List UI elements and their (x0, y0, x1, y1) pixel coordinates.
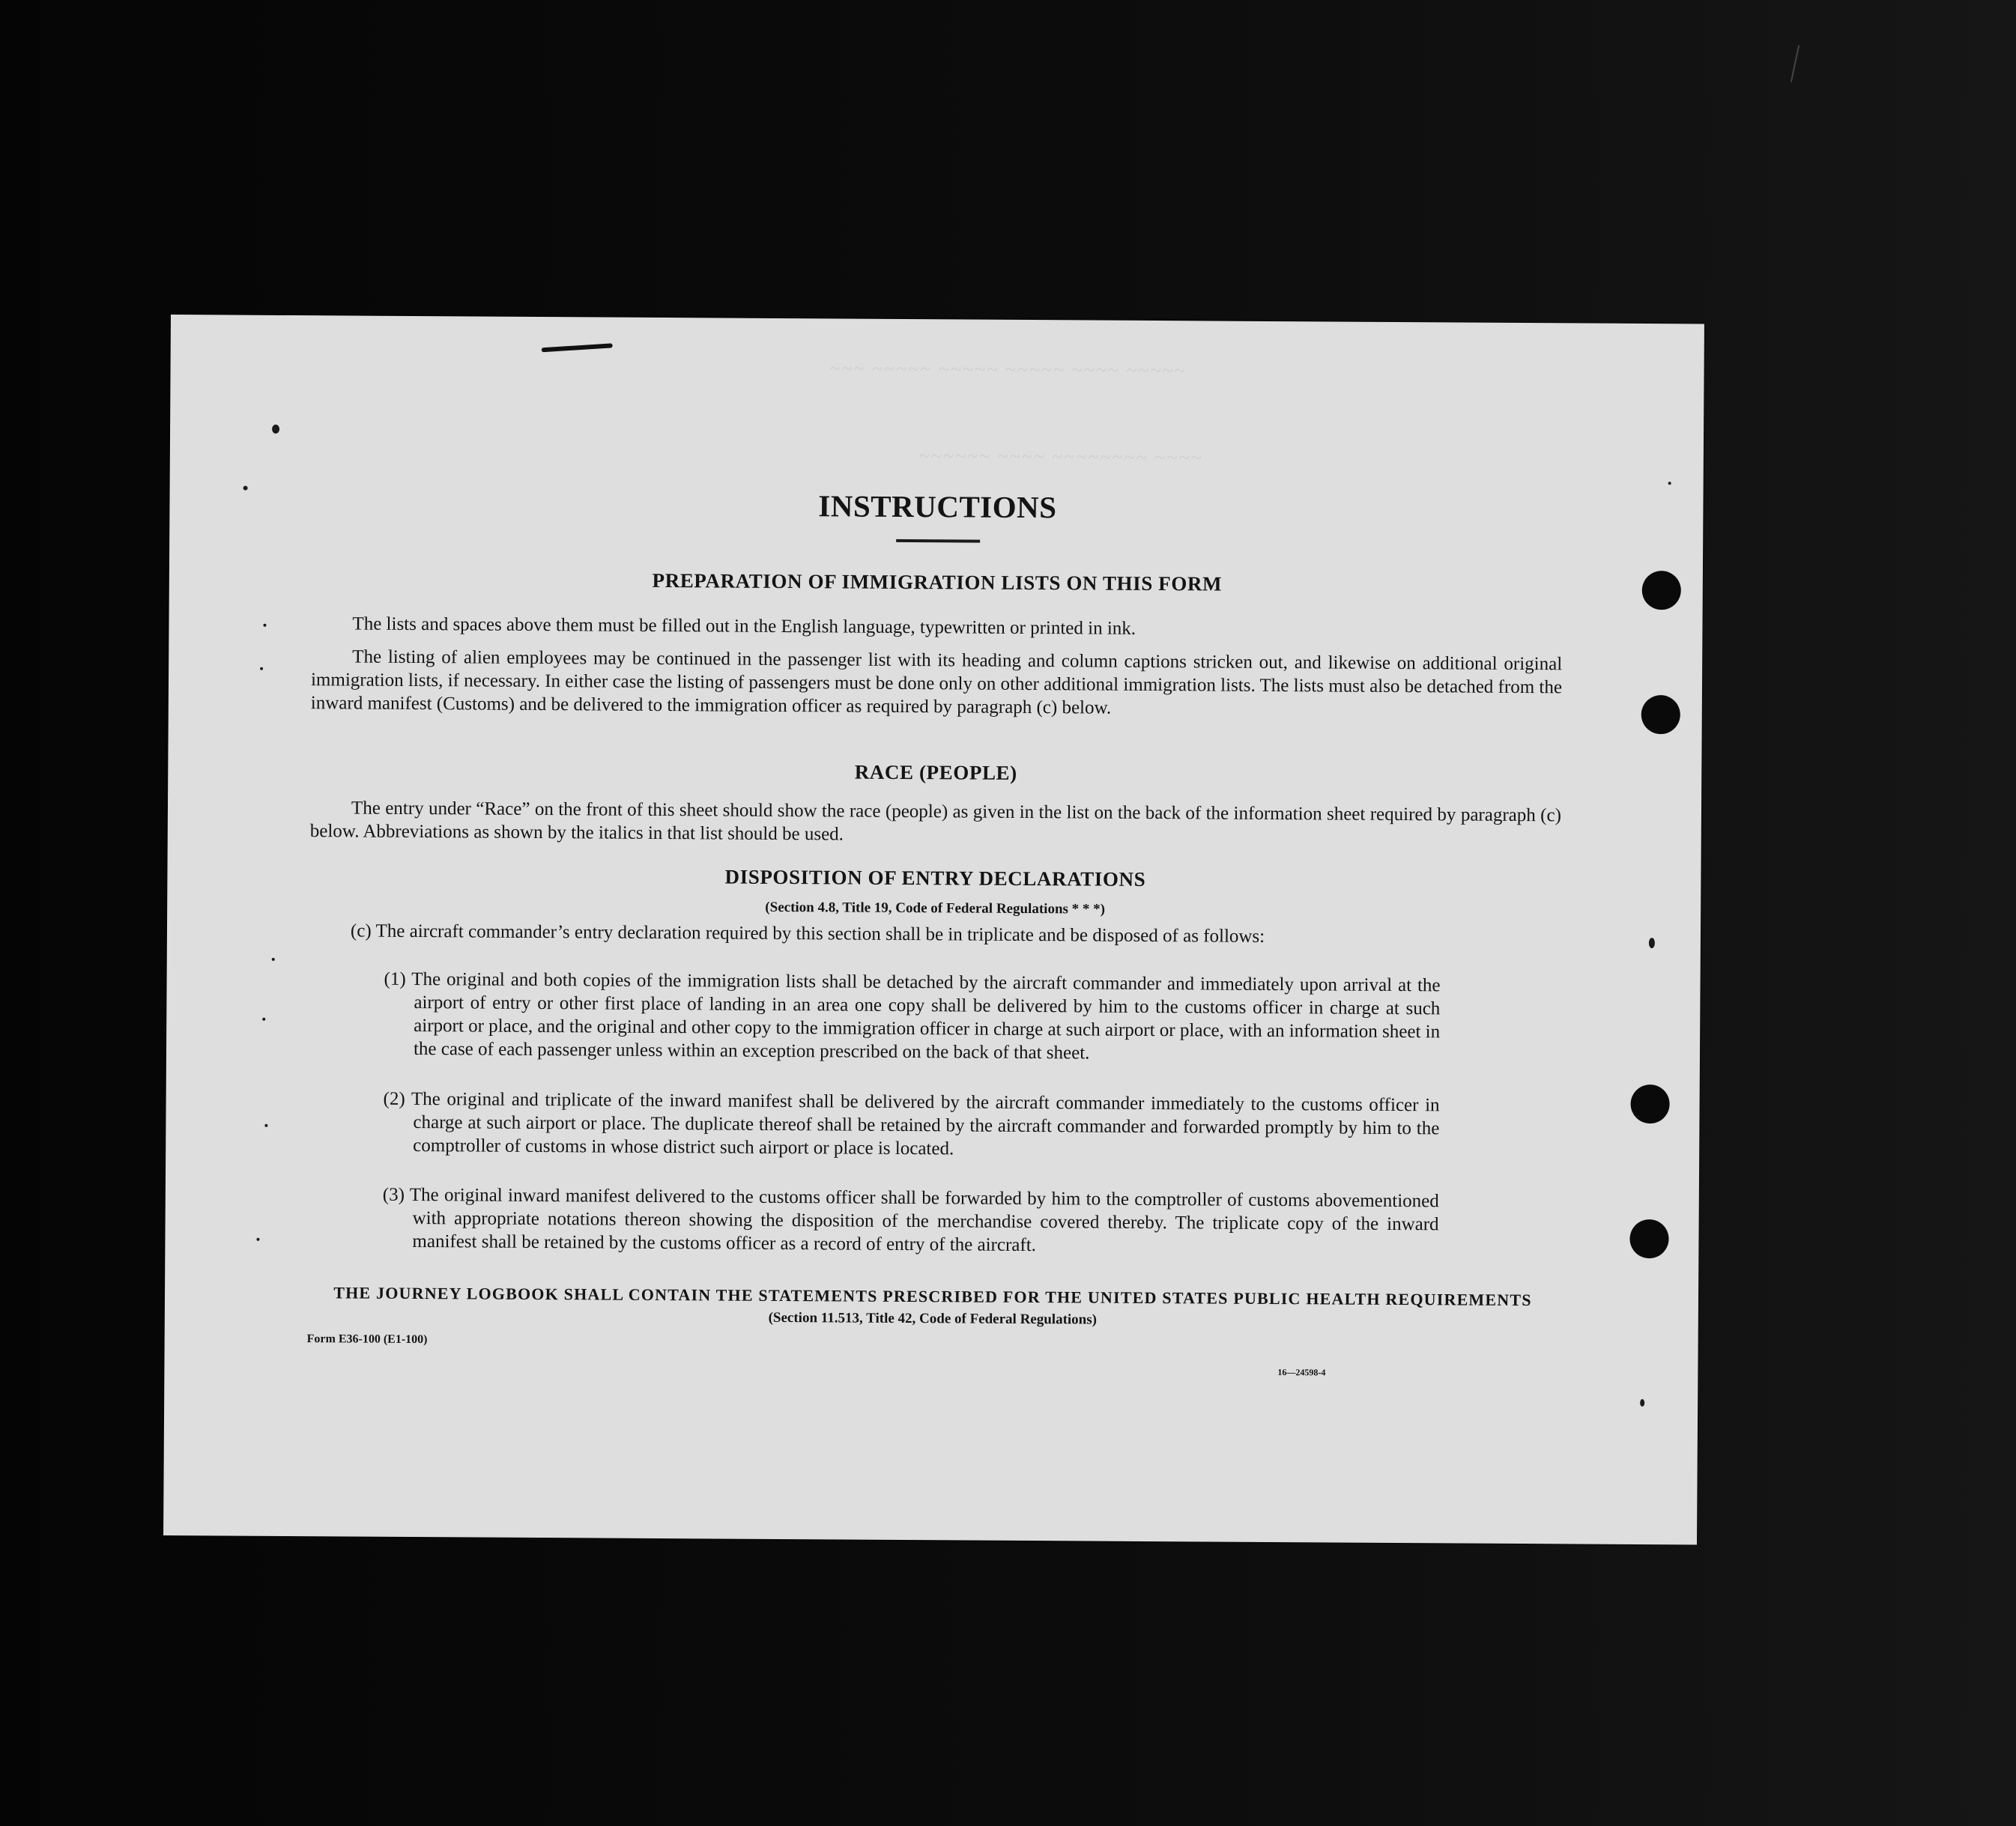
disposition-item-2: (2) The original and triplicate of the inward manifest shall be delivered by the aircraft commander immediately to the customs officer in charge at such airport or place. The duplicate thereof shall be retained by the aircraft commander and forwarded promptly by him to the comptroller of customs in whose district such airport or place is located. (383, 1088, 1440, 1159)
ink-mark (542, 343, 613, 352)
journey-logbook-note: THE JOURNEY LOGBOOK SHALL CONTAIN THE STATEMENTS PRESCRIBED FOR THE UNITED STATES PUBLIC HEALTH REQUIREMENTS (333, 1283, 1532, 1310)
section-heading-race: RACE (PEOPLE) (854, 760, 1017, 784)
journey-logbook-citation: (Section 11.513, Title 42, Code of Federal Regulations) (768, 1309, 1098, 1328)
disposition-item-3: (3) The original inward manifest delivered to the customs officer shall be forwarded by him to the comptroller of customs abovementioned with appropriate notations thereon showing the disposition of the merchandise covered thereby. The triplicate copy of the inward manifest shall be retained by the customs officer as a record of entry of the aircraft. (382, 1184, 1439, 1256)
disposition-item-1: (1) The original and both copies of the immigration lists shall be detached by the aircraft commander and immediately upon arrival at the airport of entry or other first place of landing in an area one copy shall be delivered by him to the customs officer in charge at such airport or place, and the original and other copy to the immigration officer in charge at such airport or place, with an information sheet in the case of each passenger unless within an exception prescribed on the back of that sheet. (384, 968, 1441, 1064)
title-underline (896, 539, 980, 543)
punch-hole (1642, 571, 1681, 610)
punch-hole (1629, 1219, 1668, 1258)
speck (272, 425, 279, 434)
speck (1640, 1399, 1644, 1407)
preparation-paragraph-2: The listing of alien employees may be continued in the passenger list with its heading and column captions stricken out, and likewise on additional original immigration lists, if necessary. In either case the listing of passengers must be done only on other additional immigration lists. The lists must also be detached from the inward manifest (Customs) and be delivered to the immigration officer as required by paragraph (c) below. (310, 646, 1563, 718)
section-heading-disposition: DISPOSITION OF ENTRY DECLARATIONS (724, 865, 1146, 891)
speck (243, 486, 248, 491)
disposition-citation: (Section 4.8, Title 19, Code of Federal Regulations * * *) (765, 899, 1106, 917)
speck (260, 667, 263, 670)
speck (272, 958, 275, 961)
document-page (163, 315, 1704, 1544)
disposition-item-c: (c) The aircraft commander’s entry declaration required by this section shall be in triplicate and be disposed of as follows: (350, 920, 1265, 947)
section-heading-preparation: PREPARATION OF IMMIGRATION LISTS ON THIS FORM (652, 568, 1223, 595)
speck (264, 1124, 267, 1127)
print-code: 16—24598-4 (1277, 1367, 1326, 1378)
speck (262, 1018, 265, 1021)
punch-hole (1641, 695, 1680, 734)
speck (1649, 938, 1655, 948)
speck (263, 624, 266, 627)
bleed-through-text: ~~~ ~~~~~ ~~~~~ ~~~~~ ~~~~ ~~~~~ (829, 357, 1187, 382)
preparation-paragraph-1: The lists and spaces above them must be filled out in the English language, typewritten or printed in ink. (352, 613, 1136, 639)
bleed-through-text: ~~~~~~ ~~~~ ~~~~~~~~ ~~~~ (918, 445, 1203, 469)
document-title: INSTRUCTIONS (818, 488, 1057, 525)
form-number: Form E36-100 (E1-100) (306, 1332, 428, 1347)
speck (256, 1238, 259, 1241)
race-paragraph: The entry under “Race” on the front of this sheet should show the race (people) as given in the list on the back of the information sheet required by paragraph (c) below. Abbreviations as shown by the italics in that list should be used. (309, 798, 1562, 845)
punch-hole (1630, 1085, 1669, 1123)
speck (1668, 482, 1671, 485)
